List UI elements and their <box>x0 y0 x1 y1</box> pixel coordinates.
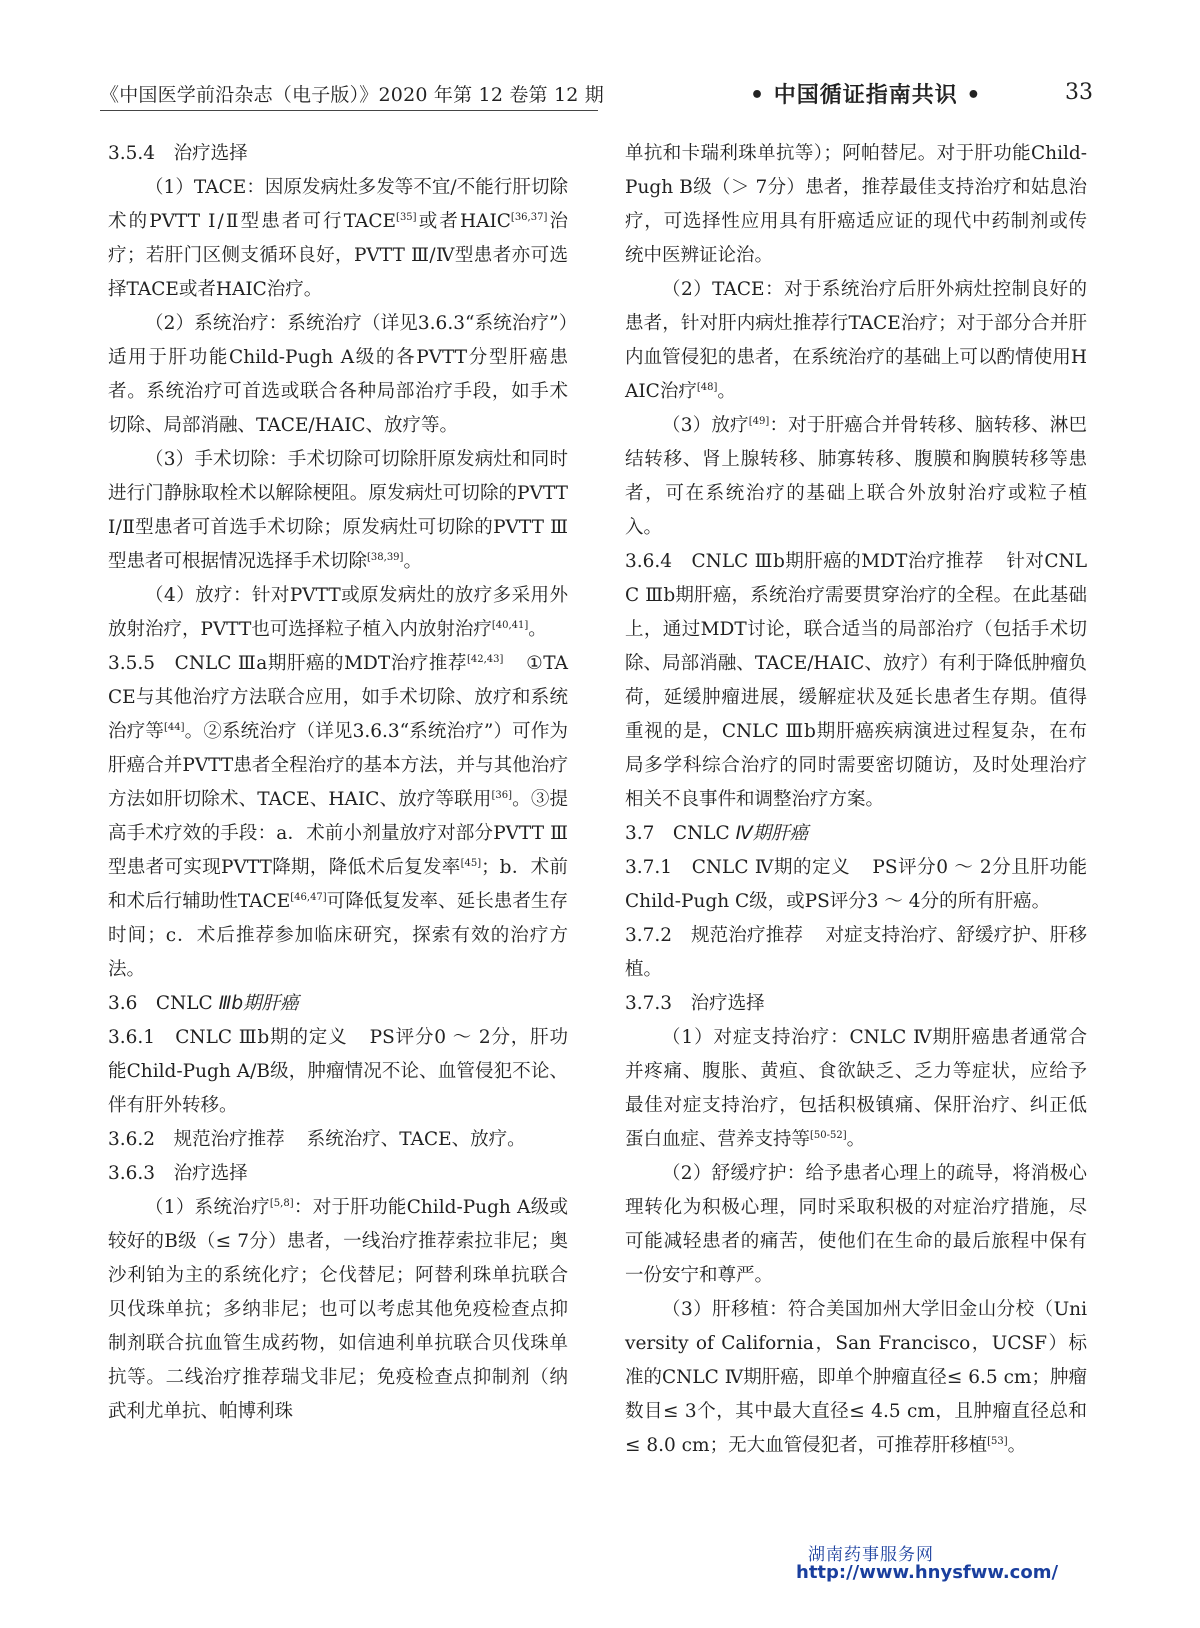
watermark-url: http://www.hnysfww.com/ <box>796 1562 1059 1583</box>
text: 。②系统治疗（详见3.6.3“系统治疗”）可作为肝癌合并PVTT患者全程治疗的基本方法，并与其他治疗方法如肝切除术、TACE、HAIC、放疗等联用 <box>108 721 568 810</box>
citation: [46,47] <box>290 891 327 903</box>
text: PS评分0 ～ 2分且肝功能Child-Pugh C级，或PS评分3 ～ 4分的所有肝癌。 <box>625 857 1087 912</box>
right-column <box>625 137 1087 1463</box>
heading-3-6-3: 3.6.3 治疗选择 <box>108 1163 248 1184</box>
citation: [45] <box>460 857 482 869</box>
paragraph-3-5-5 <box>108 647 568 987</box>
section-label: • 中国循证指南共识 • <box>750 83 982 108</box>
heading-stage: Ⅲb期肝癌 <box>218 993 299 1014</box>
left-column <box>108 137 568 1429</box>
citation: [36] <box>491 789 513 801</box>
paragraph-3-7-2 <box>625 919 1087 987</box>
paragraph-radiotherapy <box>108 579 568 647</box>
text: 。 <box>528 619 547 640</box>
text: ：对于肝功能Child-Pugh A级或较好的B级（≤ 7分）患者，一线治疗推荐索拉非尼；奥沙利铂为主的系统化疗；仑伐替尼；阿替利珠单抗联合贝伐珠单抗；多纳非尼；也可以考虑其他免疫检查点抑制剂联合抗血管生成药物，如信迪利单抗联合贝伐珠单抗等。二线治疗推荐瑞戈非尼；免疫检查点抑制剂（纳武利尤单抗、帕博利珠 <box>108 1197 568 1422</box>
text: 。③提高手术疗效的手段：a．术前小剂量放疗对部分PVTT Ⅲ型患者可实现PVTT降期，降低术后复发率 <box>108 789 568 878</box>
text: （2）TACE：对于系统治疗后肝外病灶控制良好的患者，针对肝内病灶推荐行TACE治疗；对于部分合并肝内血管侵犯的患者，在系统治疗的基础上可以酌情使用HAIC治疗 <box>625 279 1087 402</box>
text: （3）手术切除：手术切除可切除肝原发病灶和同时进行门静脉取栓术以解除梗阻。原发病灶可切除的PVTT Ⅰ/Ⅱ型患者可首选手术切除；原发病灶可切除的PVTT Ⅲ型患者可根据情况选择手术切除 <box>108 449 568 572</box>
heading: 3.6.1 CNLC Ⅲb期的定义 <box>108 1027 348 1048</box>
heading: 3.7.1 CNLC Ⅳ期的定义 <box>625 857 851 878</box>
page-number: 33 <box>1065 80 1093 105</box>
text: PS评分0 ～ 2分，肝功能Child-Pugh A/B级，肿瘤情况不论、血管侵犯不论、伴有肝外转移。 <box>108 1027 568 1116</box>
citation: [38,39] <box>367 551 404 563</box>
heading-3-6 <box>108 987 568 1021</box>
text: ①TACE与其他治疗方法联合应用，如手术切除、放疗和系统治疗等 <box>108 653 568 742</box>
paragraph-3-6-4 <box>625 545 1087 817</box>
citation: [48] <box>696 381 718 393</box>
header-divider <box>100 110 598 111</box>
heading-3-7 <box>625 817 1087 851</box>
heading: 3.6.2 规范治疗推荐 <box>108 1129 285 1150</box>
citation: [42,43] <box>466 653 504 665</box>
text: 。 <box>846 1129 866 1150</box>
paragraph-radiotherapy-3-6 <box>625 409 1087 545</box>
text: 。 <box>403 551 422 572</box>
text: 对症支持治疗、舒缓疗护、肝移植。 <box>625 925 1087 980</box>
text: （1）TACE：因原发病灶多发等不宜/不能行肝切除术的PVTT Ⅰ/Ⅱ型患者可行TACE <box>108 177 568 232</box>
citation: [40,41] <box>491 619 529 631</box>
text: （3）放疗 <box>662 415 749 436</box>
text: （3）肝移植：符合美国加州大学旧金山分校（University of California，San Francisco，UCSF）标准的CNLC Ⅳ期肝癌，即单个肿瘤直径≤ 6.5 cm；肿瘤数目≤ 3个，其中最大直径≤ 4.5 cm，且肿瘤直径总和≤ 8.0 cm；无大血管侵犯者，可推荐肝移植 <box>625 1299 1087 1456</box>
heading-number: 3.6 CNLC <box>108 993 219 1014</box>
heading-number: 3.7 CNLC <box>625 823 736 844</box>
paragraph-surgery <box>108 443 568 579</box>
citation: [50-52] <box>810 1129 847 1141</box>
watermark-name: 湖南药事服务网 <box>808 1545 934 1565</box>
citation: [5,8] <box>269 1197 294 1209</box>
text: ；b．术前和术后行辅助性TACE <box>108 857 569 912</box>
heading-stage: Ⅳ期肝癌 <box>735 823 809 844</box>
paragraph-systemic-first-line <box>108 1191 568 1429</box>
text: 可降低复发率、延长患者生存时间；c．术后推荐参加临床研究，探索有效的治疗方法。 <box>108 891 568 980</box>
heading: 3.5.5 CNLC Ⅲa期肝癌的MDT治疗推荐 <box>108 653 467 674</box>
paragraph-3-6-1 <box>108 1021 568 1123</box>
text: 或者HAIC <box>416 211 511 232</box>
paragraph-palliative-care: （2）舒缓疗护：给予患者心理上的疏导，将消极心理转化为积极心理，同时采取积极的对症治疗措施，尽可能减轻患者的痛苦，使他们在生命的最后旅程中保有一份安宁和尊严。 <box>625 1163 1087 1286</box>
paragraph-supportive-care <box>625 1021 1087 1157</box>
text: 。 <box>1007 1435 1027 1456</box>
heading: 3.6.4 CNLC Ⅲb期肝癌的MDT治疗推荐 <box>625 551 984 572</box>
page-header <box>0 0 1200 120</box>
heading-3-7-3: 3.7.3 治疗选择 <box>625 993 765 1014</box>
paragraph-continued: 单抗和卡瑞利珠单抗等）；阿帕替尼。对于肝功能Child-Pugh B级（＞ 7分）患者，推荐最佳支持治疗和姑息治疗，可选择性应用具有肝癌适应证的现代中药制剂或传统中医辨证论治。 <box>625 143 1087 266</box>
text: 系统治疗、TACE、放疗。 <box>306 1129 526 1150</box>
paragraph-3-7-1 <box>625 851 1087 919</box>
citation: [49] <box>748 415 770 427</box>
text: （4）放疗：针对PVTT或原发病灶的放疗多采用外放射治疗，PVTT也可选择粒子植入内放射治疗 <box>108 585 568 640</box>
paragraph-tace-3-6 <box>625 273 1087 409</box>
text: （1）系统治疗 <box>145 1197 270 1218</box>
paragraph-tace <box>108 171 568 307</box>
heading-3-5-4: 3.5.4 治疗选择 <box>108 143 248 164</box>
text: （1）对症支持治疗：CNLC Ⅳ期肝癌患者通常合并疼痛、腹胀、黄疸、食欲缺乏、乏力等症状，应给予最佳对症支持治疗，包括积极镇痛、保肝治疗、纠正低蛋白血症、营养支持等 <box>625 1027 1087 1150</box>
citation: [53] <box>987 1435 1008 1447</box>
text: 。 <box>717 381 736 402</box>
journal-citation: 《中国医学前沿杂志（电子版）》2020 年第 12 卷第 12 期 <box>100 84 605 106</box>
citation: [35] <box>396 211 417 223</box>
text: ：对于肝癌合并骨转移、脑转移、淋巴结转移、肾上腺转移、肺寡转移、腹膜和胸膜转移等患者，可在系统治疗的基础上联合外放射治疗或粒子植入。 <box>625 415 1087 538</box>
text: 针对CNLC Ⅲb期肝癌，系统治疗需要贯穿治疗的全程。在此基础上，通过MDT讨论，联合适当的局部治疗（包括手术切除、局部消融、TACE/HAIC、放疗）有利于降低肿瘤负荷，延缓肿瘤进展，缓解症状及延长患者生存期。值得重视的是，CNLC Ⅲb期肝癌疾病演进过程复杂，在布局多学科综合治疗的同时需要密切随访，及时处理治疗相关不良事件和调整治疗方案。 <box>625 551 1087 810</box>
citation: [44] <box>163 721 185 733</box>
text: 治疗；若肝门区侧支循环良好，PVTT Ⅲ/Ⅳ型患者亦可选择TACE或者HAIC治疗。 <box>108 211 568 300</box>
paragraph-liver-transplant <box>625 1293 1087 1463</box>
citation: [36,37] <box>510 211 548 223</box>
heading: 3.7.2 规范治疗推荐 <box>625 925 804 946</box>
paragraph-systemic: （2）系统治疗：系统治疗（详见3.6.3“系统治疗”）适用于肝功能Child-Pugh A级的各PVTT分型肝癌患者。系统治疗可首选或联合各种局部治疗手段，如手术切除、局部消融、TACE/HAIC、放疗等。 <box>108 313 568 436</box>
paragraph-3-6-2 <box>108 1123 568 1157</box>
